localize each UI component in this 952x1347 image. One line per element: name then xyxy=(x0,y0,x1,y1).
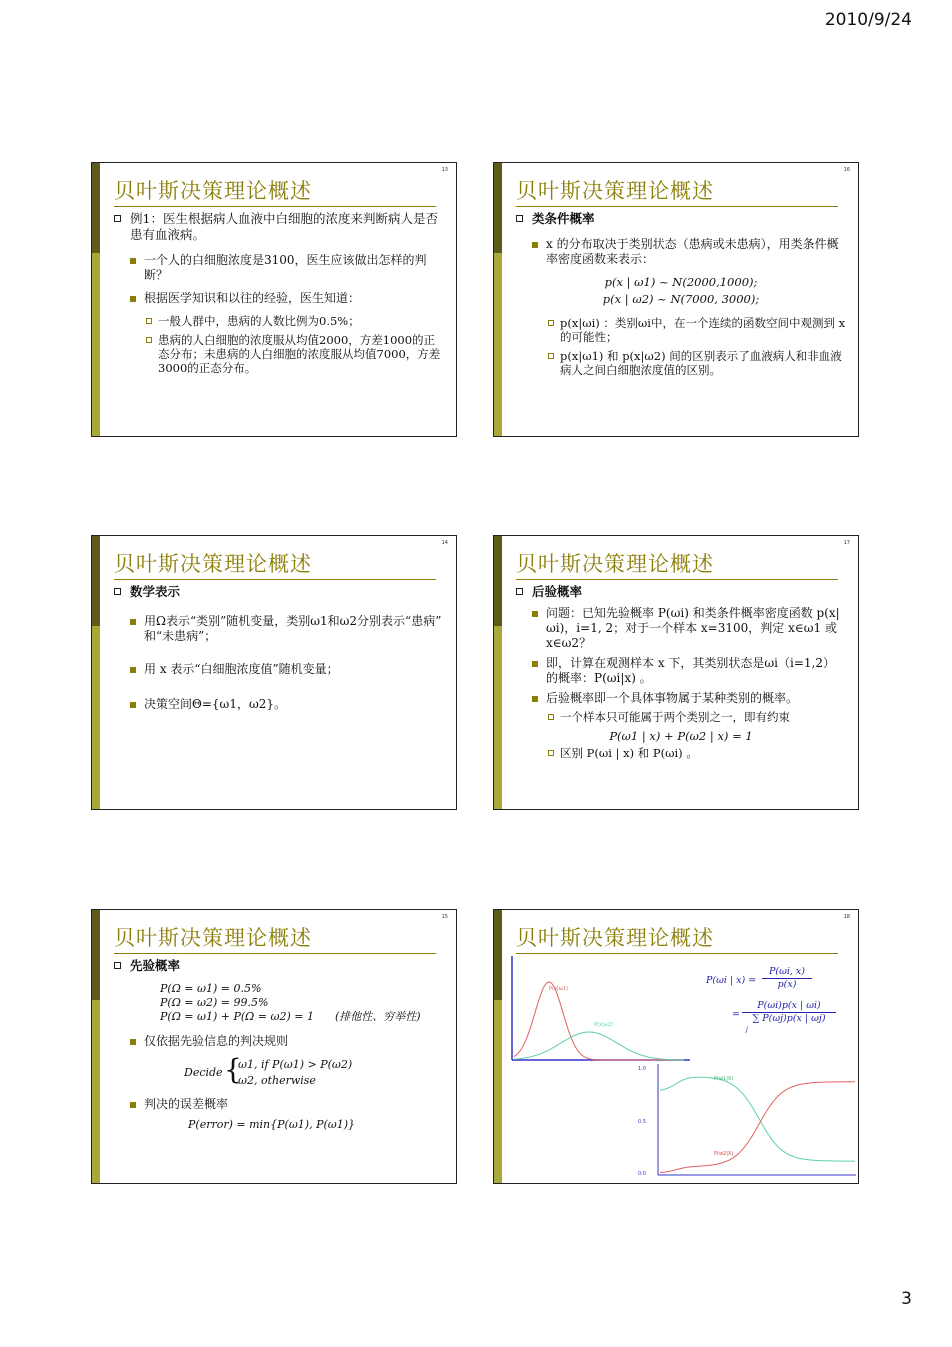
square-bullet-icon xyxy=(516,588,523,595)
formula: P(ω1 | x) + P(ω2 | x) = 1 xyxy=(609,729,753,743)
label-density-w1: P(x|ω1) xyxy=(549,986,568,992)
bullet-l3: p(x|ω1) 和 p(x|ω2) 间的区别表示了血液病人和非血液病人之间白细胞浓度值的区别。 xyxy=(516,349,846,377)
slide-number: 17 xyxy=(843,540,850,546)
slide-number: 13 xyxy=(441,167,448,173)
slide-bar-light xyxy=(494,1000,502,1183)
bullet-l2: 判决的误差概率 xyxy=(114,1097,444,1112)
density-curve-w2 xyxy=(514,1032,684,1060)
filled-square-bullet-icon xyxy=(532,696,538,702)
posterior-curve-w2 xyxy=(660,1082,855,1173)
slide-17 xyxy=(493,535,859,810)
bullet-l2: 后验概率即一个具体事物属于某种类别的概率。 xyxy=(516,691,846,706)
slide-number: 14 xyxy=(441,540,448,546)
label-density-w2: P(x|ω2) xyxy=(594,1022,613,1028)
slide-18 xyxy=(493,909,859,1184)
posterior-curve-w1 xyxy=(660,1077,855,1161)
bullet-l2: 根据医学知识和以往的经验，医生知道： xyxy=(114,291,444,306)
slide-bar-light xyxy=(494,626,502,809)
bayes-formula xyxy=(706,966,846,1036)
title-rule xyxy=(114,579,436,580)
slide-13 xyxy=(91,162,457,437)
title-rule xyxy=(114,953,436,954)
bullet-l2: x 的分布取决于类别状态（患病或未患病），用类条件概率密度函数来表示： xyxy=(516,237,846,267)
filled-square-bullet-icon xyxy=(532,611,538,617)
square-bullet-icon xyxy=(114,215,121,222)
bullet-l1: 先验概率 xyxy=(114,958,444,974)
decision-rule xyxy=(184,1055,444,1089)
hollow-square-bullet-icon xyxy=(548,750,554,756)
bullet-l3: 一般人群中，患病的人数比例为0.5%； xyxy=(114,314,444,328)
slide-bar-dark xyxy=(494,910,502,1000)
slide-number: 16 xyxy=(843,167,850,173)
sum-index: j xyxy=(746,1026,748,1033)
slide-bar-dark xyxy=(92,163,100,253)
filled-square-bullet-icon xyxy=(130,258,136,264)
bullet-l2: 决策空间Θ={ω1，ω2}。 xyxy=(114,697,444,712)
bullet-l3: 患病的人白细胞的浓度服从均值2000，方差1000的正态分布；未患病的人白细胞的浓度服从均值7000，方差3000的正态分布。 xyxy=(114,333,444,375)
bullet-l2: 用Ω表示“类别”随机变量，类别ω1和ω2分别表示“患病” 和“未患病”； xyxy=(114,614,444,644)
page-number: 3 xyxy=(901,1289,912,1309)
slide-15 xyxy=(91,909,457,1184)
equals-sign: = xyxy=(732,1009,740,1020)
bullet-l2: 一个人的白细胞浓度是3100，医生应该做出怎样的判断？ xyxy=(114,253,444,283)
slide-bar-dark xyxy=(92,536,100,626)
bullet-l2: 仅依据先验信息的判决规则 xyxy=(114,1034,444,1049)
decide-label: Decide xyxy=(184,1066,223,1079)
bullet-l2: 问题：已知先验概率 P(ωi) 和类条件概率密度函数 p(x|ωi)，i=1, 2；对于一个样本 x=3100，判定 x∈ω1 或 x∈ω2？ xyxy=(516,606,846,651)
bullet-l2: 即，计算在观测样本 x 下，其类别状态是ωi（i=1,2）的概率：P(ωi|x) 。 xyxy=(516,656,846,686)
slide-14 xyxy=(91,535,457,810)
formula: P(Ω = ω1) + P(Ω = ω2) = 1 (排他性、穷举性) xyxy=(160,1010,421,1023)
decide-case1: ω1, if P(ω1) > P(ω2) xyxy=(238,1058,353,1071)
filled-square-bullet-icon xyxy=(130,702,136,708)
bullet-l2: 用 x 表示“白细胞浓度值”随机变量； xyxy=(114,662,444,677)
filled-square-bullet-icon xyxy=(130,619,136,625)
density-graph xyxy=(504,950,694,1065)
hollow-square-bullet-icon xyxy=(548,714,554,720)
formula-num2: P(ωi)p(x | ωi) xyxy=(757,1000,821,1011)
slide-bar-dark xyxy=(92,910,100,1000)
slide-bar-light xyxy=(92,253,100,436)
bullet-l1: 后验概率 xyxy=(516,584,846,600)
density-curve-w1 xyxy=(514,982,684,1060)
filled-square-bullet-icon xyxy=(532,242,538,248)
square-bullet-icon xyxy=(516,215,523,222)
bullet-l1: 例1：医生根据病人血液中白细胞的浓度来判断病人是否患有血液病。 xyxy=(114,211,444,243)
formula: p(x | ω2) ~ N(7000, 3000); xyxy=(602,292,760,306)
slide-title: 贝叶斯决策理论概述 xyxy=(516,926,714,950)
slide-bar-dark xyxy=(494,536,502,626)
hollow-square-bullet-icon xyxy=(146,318,152,324)
square-bullet-icon xyxy=(114,588,121,595)
hollow-square-bullet-icon xyxy=(146,337,152,343)
slide-bar-light xyxy=(494,253,502,436)
slide-title: 贝叶斯决策理论概述 xyxy=(114,552,312,576)
formula-den1: p(x) xyxy=(777,979,797,990)
bullet-l3: p(x|ωi) ：类别ωi中，在一个连续的函数空间中观测到 x 的可能性； xyxy=(516,316,846,344)
hollow-square-bullet-icon xyxy=(548,353,554,359)
formula-den2: ∑ P(ωj)p(x | ωj) xyxy=(752,1013,826,1024)
filled-square-bullet-icon xyxy=(130,1039,136,1045)
hollow-square-bullet-icon xyxy=(548,320,554,326)
page-date: 2010/9/24 xyxy=(824,10,912,30)
square-bullet-icon xyxy=(114,962,121,969)
formula: P(Ω = ω2) = 99.5% xyxy=(160,996,269,1009)
brace-icon: { xyxy=(224,1053,242,1086)
slide-title: 贝叶斯决策理论概述 xyxy=(114,926,312,950)
tick-1-0: 1.0 xyxy=(638,1066,646,1072)
bullet-l1: 类条件概率 xyxy=(516,211,846,227)
filled-square-bullet-icon xyxy=(532,661,538,667)
title-rule xyxy=(516,206,838,207)
formula: P(error) = min{P(ω1), P(ω1)} xyxy=(188,1118,356,1131)
tick-0-5: 0.5 xyxy=(638,1119,646,1125)
formula-num1: P(ωi, x) xyxy=(769,966,805,977)
slide-title: 贝叶斯决策理论概述 xyxy=(114,179,312,203)
decide-case2: ω2, otherwise xyxy=(238,1074,316,1087)
bullet-l3: 一个样本只可能属于两个类别之一，即有约束 xyxy=(516,710,846,724)
label-posterior-w1: P(w1|X) xyxy=(714,1076,734,1082)
filled-square-bullet-icon xyxy=(130,1102,136,1108)
label-posterior-w2: P(w2|X) xyxy=(714,1151,734,1157)
slide-number: 18 xyxy=(843,914,850,920)
slide-bar-light xyxy=(92,1000,100,1183)
formula: p(x | ω1) ~ N(2000,1000); xyxy=(604,275,758,289)
slide-16 xyxy=(493,162,859,437)
formula-lhs: P(ωi | x) = xyxy=(706,975,757,986)
posterior-graph xyxy=(634,1062,859,1182)
title-rule xyxy=(516,579,838,580)
slide-title: 贝叶斯决策理论概述 xyxy=(516,552,714,576)
slide-title: 贝叶斯决策理论概述 xyxy=(516,179,714,203)
formula: P(Ω = ω1) = 0.5% xyxy=(160,982,262,995)
slide-number: 15 xyxy=(441,914,448,920)
slide-bar-dark xyxy=(494,163,502,253)
filled-square-bullet-icon xyxy=(130,296,136,302)
bullet-l1: 数学表示 xyxy=(114,584,444,600)
bullet-l3: 区别 P(ωi | x) 和 P(ωi) 。 xyxy=(516,746,846,760)
filled-square-bullet-icon xyxy=(130,667,136,673)
title-rule xyxy=(114,206,436,207)
tick-0-0: 0.0 xyxy=(638,1171,646,1177)
slide-bar-light xyxy=(92,626,100,809)
